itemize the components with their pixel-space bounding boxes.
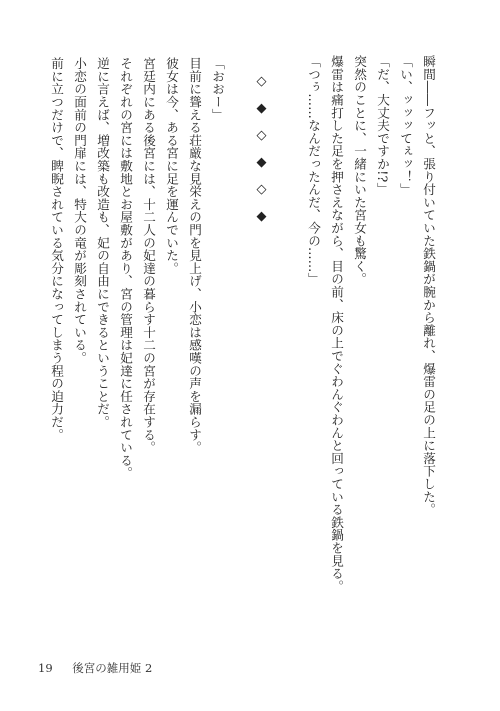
lower-column-3: 彼女は今、ある宮に足を運んでいた。 xyxy=(164,57,179,275)
text-column-5: 爆雷は痛打した足を押さえながら、目の前、床の上でぐわんぐわんと回っている鉄鍋を見る。 xyxy=(329,55,344,593)
text-column-1: 瞬間――フッと、張り付いていた鉄鍋が腕から離れ、爆雷の足の上に落下した。 xyxy=(421,55,436,516)
section-break-marks: ◇◆◇◆◇◆ xyxy=(254,74,269,236)
lower-column-6: 逆に言えば、増改築も改造も、妃の自由にできるということだ。 xyxy=(95,57,110,429)
page-number: 19 xyxy=(38,661,53,675)
lower-column-5: それぞれの宮には敷地とお屋敷があり、宮の管理は妃達に任されている。 xyxy=(118,57,133,480)
text-column-6: 「つぅ……なんだったんだ、今の……」 xyxy=(306,55,321,286)
lower-column-1: 「おおー」 xyxy=(210,57,225,121)
page-footer xyxy=(38,660,152,676)
lower-column-8: 前に立つだけで、睥睨されている気分になってしまう程の迫力だ。 xyxy=(49,57,64,441)
lower-column-4: 宮廷内にある後宮には、十二人の妃達の暮らす十二の宮が存在する。 xyxy=(141,57,156,454)
text-column-2: 「い、ッッッてぇッ！」 xyxy=(398,55,413,196)
lower-column-7: 小恋の面前の門扉には、特大の竜が彫刻されている。 xyxy=(72,57,87,365)
book-title: 後宮の雑用姫 2 xyxy=(72,661,153,675)
text-column-4: 突然のことに、一緒にいた宮女も驚く。 xyxy=(352,55,367,286)
text-column-3: 「だ、大丈夫ですか!?」 xyxy=(375,55,390,196)
lower-column-2: 目前に聳える荘厳な見栄えの門を見上げ、小恋は感嘆の声を漏らす。 xyxy=(187,57,202,454)
